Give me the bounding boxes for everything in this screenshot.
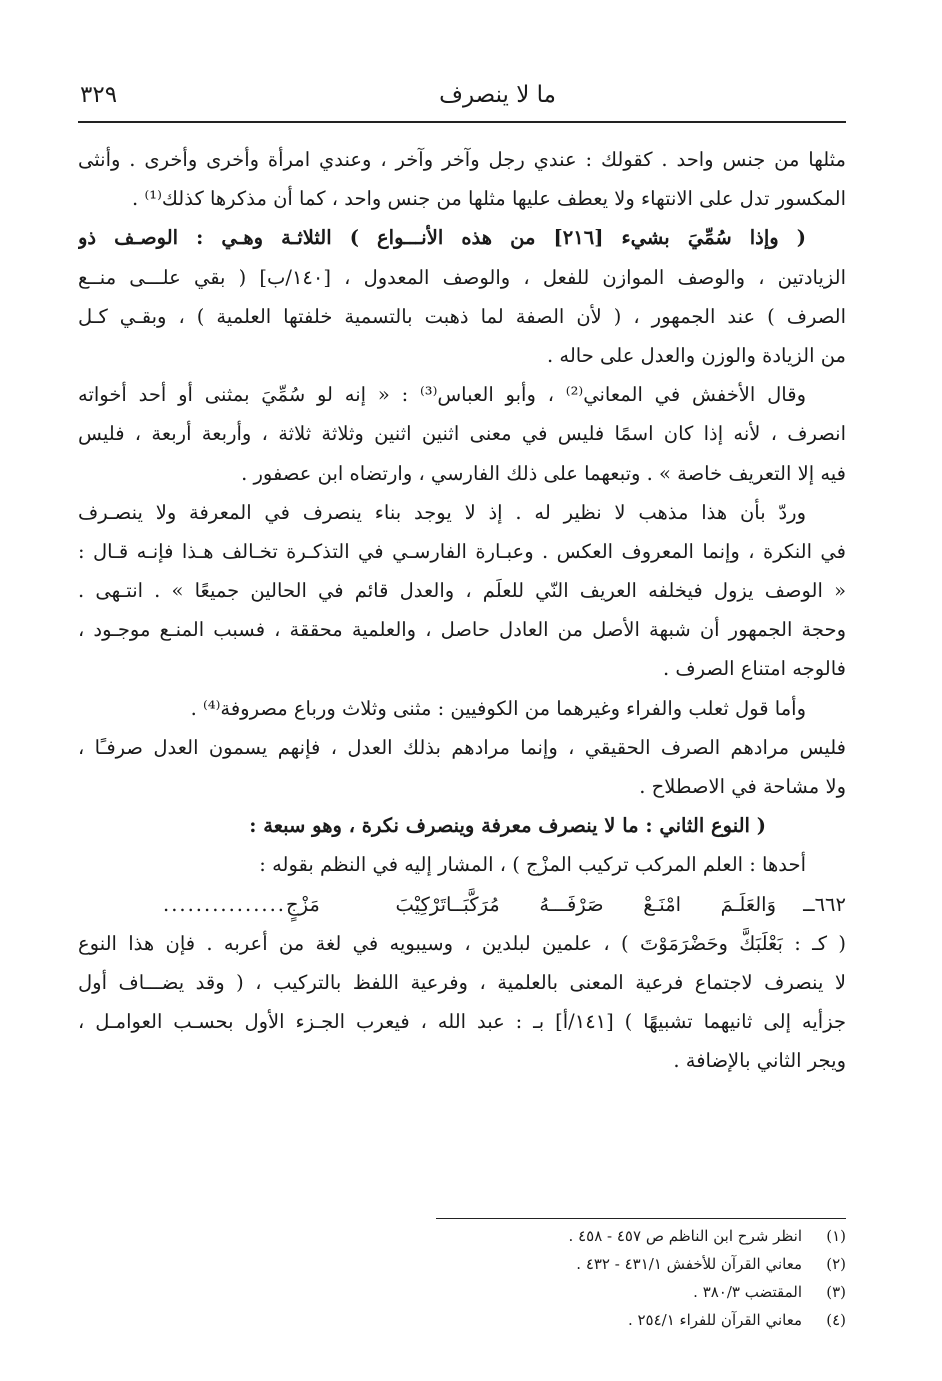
footnote-number: (٢) [826, 1255, 846, 1273]
running-header [78, 78, 846, 118]
verse-ellipsis: ............... [163, 892, 286, 916]
text-line: في النكرة ، وإنما المعروف العكس . وعبـارة الفارسـي في التذكـرة تخـالف هـذا فإنـه قـال : [78, 539, 846, 563]
text-line: ( كـ : بَعْلَبَكَّ وحَضْرَمَوْتَ ) ، علمين لبلدين ، وسيبويه في لغة من أعربه . فإن هذا النوع [78, 931, 846, 955]
footnote [426, 1306, 846, 1334]
footnote [426, 1250, 846, 1278]
text-line: لا ينصرف لاجتماع فرعية المعنى بالعلمية ، وفرعية اللفظ بالتركيب ، ( وقد يضـــاف أول [78, 970, 846, 994]
page-number: ٣٢٩ [80, 82, 118, 108]
text-line: وقال الأخفش في المعاني⁽²⁾ ، وأبو العباس⁽³⁾ : « إنه لو سُمِّيَ بمثنى أو أحد أخواته [78, 383, 806, 407]
text-line: فليس مرادهم الصرف الحقيقي ، وإنما مرادهم بذلك العدل ، فإنهم يسمون العدل صرفـًا ، [78, 735, 846, 759]
text-line: الزيادتين ، والوصف الموازن للفعل ، والوصف المعدول ، [١٤٠/ب] ( بقي علـــى منــع [78, 265, 846, 289]
footnote-text: المقتضب ٣٨٠/٣ . [693, 1283, 802, 1301]
text-line: مثلها من جنس واحد . كقولك : عندي رجل وآخر وآخر ، وعندي امرأة وأخرى وأخرى . وأنثى [78, 148, 846, 171]
main-text [78, 140, 846, 1081]
text-line: ولا مشاحة في الاصطلاح . [639, 775, 846, 798]
text-line: من الزيادة والوزن والعدل على حاله . [547, 343, 846, 367]
verse-first-hemistich: وَالعَلَـمَ امْنَـعْ صَرْفَـــهُ مُرَكَّبَــا [446, 892, 776, 916]
text-line: ( وإذا سُمِّيَ بشيء [٢١٦] من هذه الأنـــواع ) الثلاثـة وهـي : الوصـف ذو [78, 226, 807, 250]
verse-number: ٦٦٢ــ [803, 892, 846, 916]
footnote-number: (١) [826, 1227, 846, 1245]
verse-second-hemistich: تَرْكِيْبَ مَزْجٍ [286, 892, 446, 916]
text-line: الصرف ) عند الجمهور ، ( لأن الصفة لما ذهبت بالتسمية خلفتها العلمية ) ، وبقـي كـل [78, 304, 846, 328]
text-line: انصرف ، لأنه إذا كان اسمًا فليس في معنى اثنين اثنين وثلاثة ثلاثة ، وأربعة أربعة ، فليس [78, 422, 846, 446]
header-rule [78, 121, 846, 123]
text-line: « الوصف يزول فيخلفه العريف النّي للعلَم ، والعدل قائم في الحالين جميعًا » . انتـهى . [78, 579, 846, 603]
text-line: ( النوع الثاني : ما لا ينصرف معرفة وينصرف نكرة ، وهو سبعة : [249, 814, 766, 838]
verse-line [78, 885, 846, 924]
text-line: وحجة الجمهور أن شبهة الأصل من العادل حاصل ، والعلمية محققة ، فسبب المنـع موجـود ، [78, 618, 846, 642]
footnote-text: معاني القرآن للأخفش ٤٣١/١ - ٤٣٢ . [576, 1255, 802, 1273]
text-line: ويجر الثاني بالإضافة . [673, 1049, 846, 1073]
footnotes [426, 1222, 846, 1334]
text-line: وأما قول ثعلب والفراء وغيرهما من الكوفيين : مثنى وثلاث ورباع مصروفة⁽⁴⁾ . [190, 696, 806, 720]
text-line: أحدها : العلم المركب تركيب المزْج ) ، المشار إليه في النظم بقوله : [259, 853, 806, 877]
text-line: وردّ بأن هذا مذهب لا نظير له . إذ لا يوجد بناء ينصرف في المعرفة ولا ينصـرف [78, 500, 806, 524]
header-title: ما لا ينصرف [439, 82, 556, 108]
footnote-text: انظر شرح ابن الناظم ص ٤٥٧ - ٤٥٨ . [568, 1227, 802, 1245]
footnote-number: (٣) [826, 1283, 846, 1301]
text-line: المكسور تدل على الانتهاء ولا يعطف عليها مثلها من جنس واحد ، كما أن مذكرها كذلك⁽¹⁾ . [132, 187, 846, 211]
text-line: فيه إلا التعريف خاصة » . وتبعهما على ذلك الفارسي ، وارتضاه ابن عصفور . [241, 461, 846, 485]
footnote-text: معاني القرآن للفراء ٢٥٤/١ . [627, 1311, 802, 1329]
footnote-number: (٤) [826, 1311, 846, 1329]
footnote-rule [436, 1218, 846, 1219]
text-line: فالوجه امتناع الصرف . [662, 657, 846, 681]
footnote [426, 1222, 846, 1250]
text-line: جزأيه إلى ثانيهما تشبيهًا ) [١٤١/أ] بـ : عبد الله ، فيعرب الجـزء الأول بحسـب العوامـل ، [78, 1010, 846, 1034]
footnote [426, 1278, 846, 1306]
